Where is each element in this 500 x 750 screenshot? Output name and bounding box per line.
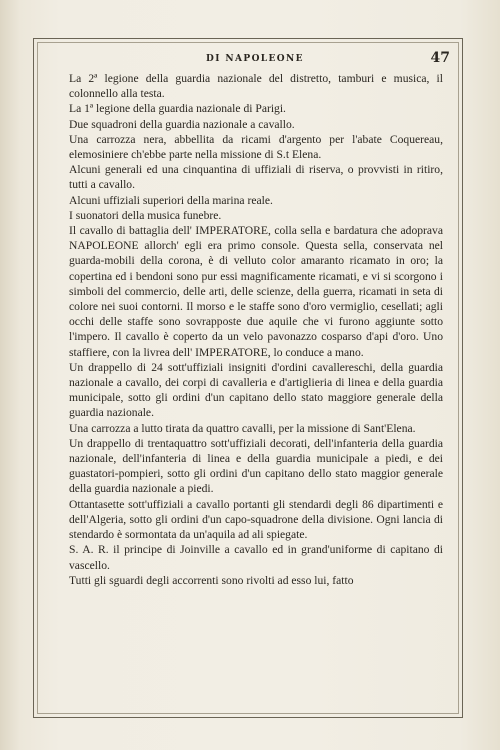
paragraph: I suonatori della musica funebre. [69, 208, 222, 222]
running-head-title: DI NAPOLEONE [206, 54, 304, 64]
paragraph: Ottantasette sott'uffiziali a cavallo portanti gli stendardi degli 86 dipartimenti e dell'Algeria, sotto gli ordini d'un capo-squadrone della divisione. Ogni lancia di stendardo è sormontata da un'aquila ad ali spiegate. [69, 497, 443, 542]
paragraph: Una carrozza nera, abbellita da ricami d'argento per l'abate Coquereau, elemosiniere ch'ebbe parte nella missione di S.t Elena. [69, 132, 443, 162]
page-number: 47 [430, 50, 450, 66]
paragraph: Alcuni generali ed una cinquantina di uffiziali di riserva, o provvisti in ritiro, tutti a cavallo. [69, 163, 443, 192]
paragraph: Tutti gli sguardi degli accorrenti sono rivolti ad esso lui, fatto [69, 573, 354, 587]
paragraph: S. A. R. il principe di Joinville a cavallo ed in grand'uniforme di capitano di vascello. [69, 543, 443, 572]
paragraph: Un drappello di trentaquattro sott'uffiziali decorati, dell'infanteria della guardia nazionale, dell'infanteria di linea e della guardia municipale a piedi, e dei guastatori-pompieri, sotto gli ordini d'un capitano dello stato maggior generale della guardia nazionale a piedi. [69, 436, 443, 496]
paragraph: Due squadroni della guardia nazionale a cavallo. [69, 117, 295, 131]
paragraph: Un drappello di 24 sott'uffiziali insigniti d'ordini cavallereschi, della guardia nazionale a cavallo, dei corpi di cavalleria e d'artiglieria di linea e della guardia municipale, sotto gli ordini d'un capitano dello stato maggiore generale della guardia nazionale. [69, 360, 443, 420]
body-text [69, 71, 443, 588]
paragraph: Alcuni uffiziali superiori della marina reale. [69, 193, 273, 207]
paragraph: Il cavallo di battaglia dell' IMPERATORE, colla sella e bardatura che adoprava NAPOLEONE allorch' egli era primo console. Questa sella, conservata nel guarda-mobili della corona, è di velluto color amaranto ricamato in oro; la copertina ed i bendoni sono pur essi magnificamente ricamati, e vi si scorgono i simboli del commercio, delle arti, delle scienze, della guerra, ricamati in seta di colore nei suoi contorni. Il morso e le staffe sono d'oro vermiglio, cesellati; agli occhi delle staffe sono sovrapposte due aquile che vi furono aggiunte sotto l'impero. Il cavallo è coperto da un velo pavonazzo cosparso d'api d'oro. Uno staffiere, con la livrea dell' IMPERATORE, lo conduce a mano. [69, 224, 443, 359]
paragraph: Una carrozza a lutto tirata da quattro cavalli, per la missione di Sant'Elena. [69, 421, 416, 435]
paragraph: La 1ª legione della guardia nazionale di Parigi. [69, 102, 286, 116]
paragraph: La 2ª legione della guardia nazionale del distretto, tamburi e musica, il colonnello alla testa. [69, 72, 443, 101]
